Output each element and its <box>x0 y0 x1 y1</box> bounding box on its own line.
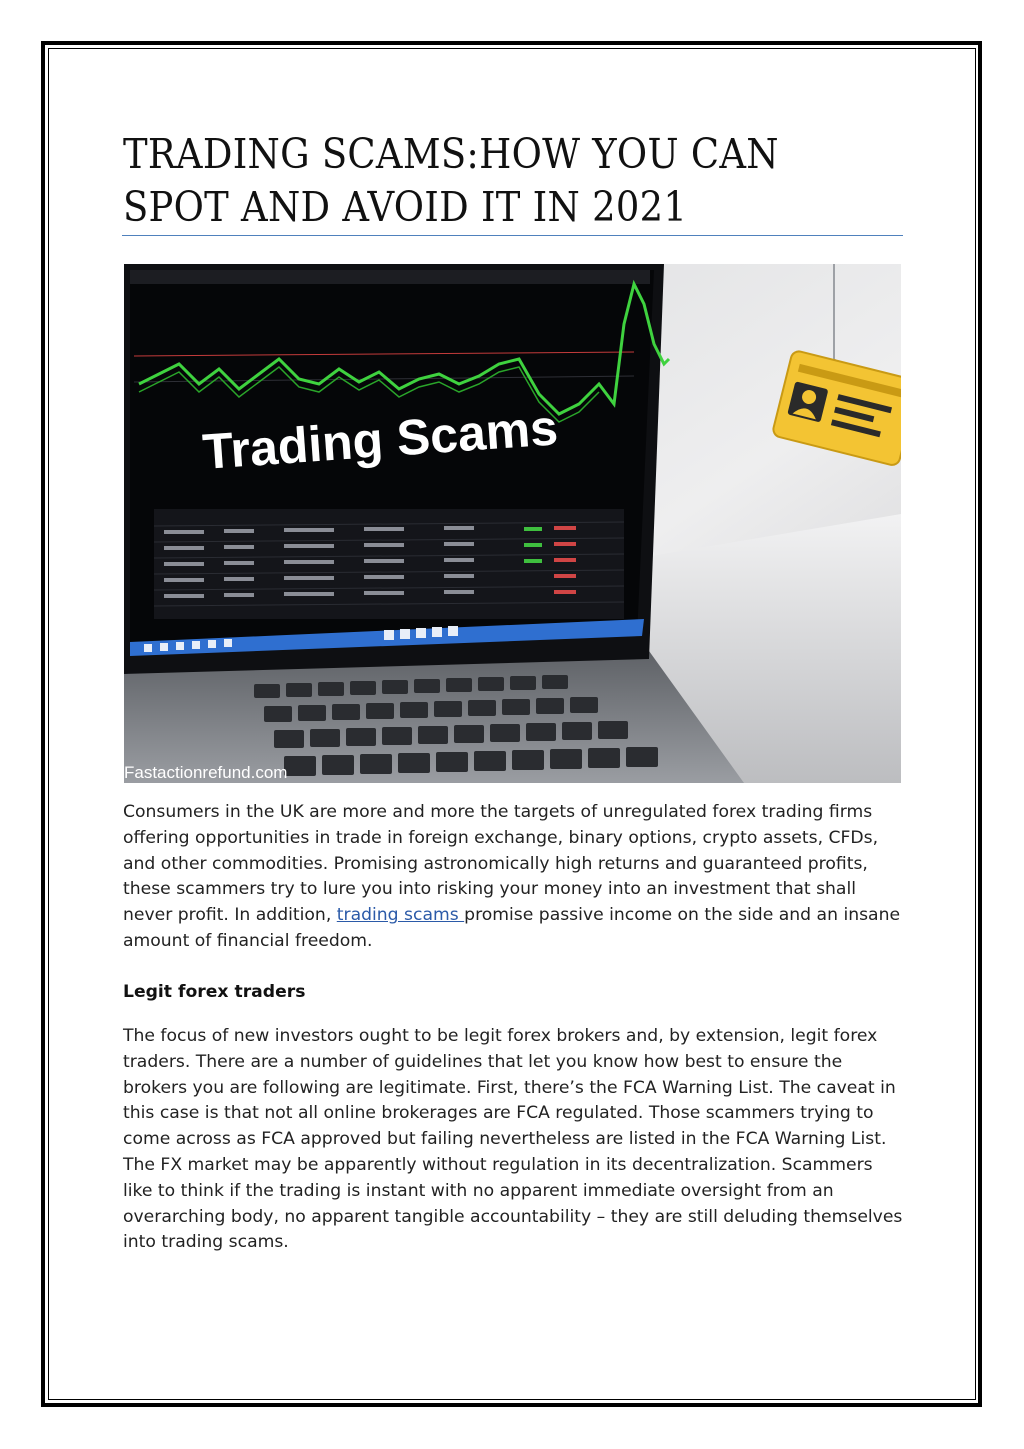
section-heading: Legit forex traders <box>123 982 306 1002</box>
intro-paragraph: Consumers in the UK are more and more the targets of unregulated forex trading firms offering opportunities in trade in foreign exchange, binary options, crypto assets, CFDs, and other commodities. Promising astronomically high returns and guaranteed profits, these scammers try to lure you into risking your money into an investment that shall never profit. In addition, trading scams promise passive income on the side and an insane amount of financial freedom. <box>123 802 901 951</box>
page-title: TRADING SCAMS:HOW YOU CAN SPOT AND AVOID IT IN 2021 <box>123 130 779 231</box>
title-underline <box>122 235 903 236</box>
trading-scams-link[interactable]: trading scams <box>336 905 465 926</box>
hero-watermark: Fastactionrefund.com <box>124 763 288 782</box>
hero-image <box>124 264 901 783</box>
section-body-paragraph: The focus of new investors ought to be legit forex brokers and, by extension, legit forex traders. There are a number of guidelines that let you know how best to ensure the brokers you are following are legitimate. First, there’s the FCA Warning List. The caveat in this case is that not all online brokerages are FCA regulated. Those scammers trying to come across as FCA approved but failing nevertheless are listed in the FCA Warning List. The FX market may be apparently without regulation in its decentralization. Scammers like to think if the trading is instant with no apparent immediate oversight from an overarching body, no apparent tangible accountability – they are still deluding themselves into trading scams. <box>123 1026 903 1253</box>
hero-overlay-text: Trading Scams <box>200 399 560 480</box>
